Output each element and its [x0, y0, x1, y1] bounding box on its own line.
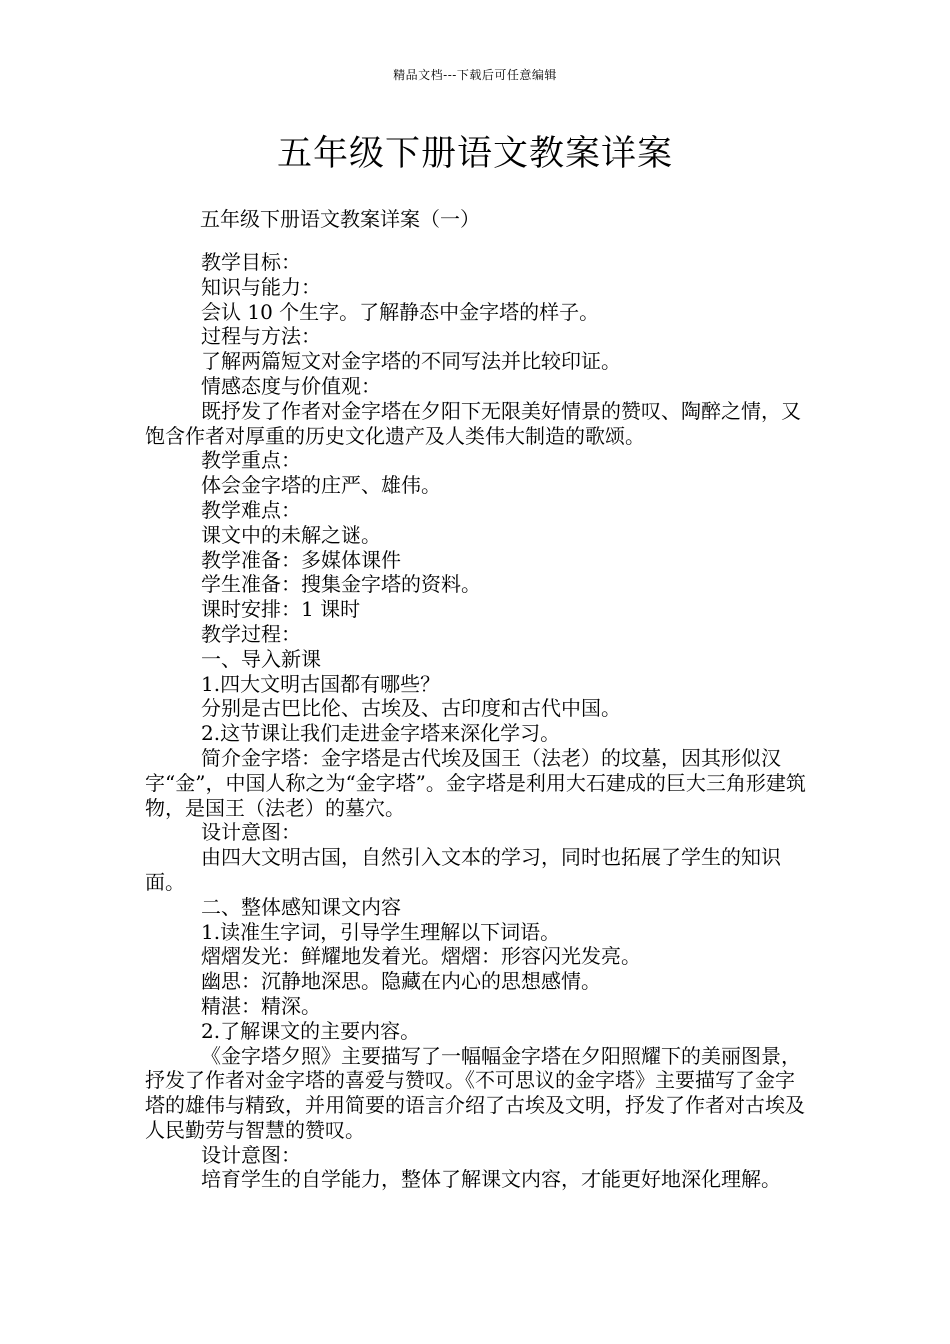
paragraph: 培育学生的自学能力，整体了解课文内容，才能更好地深化理解。: [201, 1167, 781, 1192]
paragraph: 既抒发了作者对金字塔在夕阳下无限美好情景的赞叹、陶醉之情，又饱含作者对厚重的历史文化遗产及人类伟大制造的歌颂。: [145, 398, 801, 448]
paragraph: 1.读准生字词，引导学生理解以下词语。: [201, 919, 561, 944]
paragraph: 教学重点：: [201, 448, 301, 473]
paragraph: 2.这节课让我们走进金字塔来深化学习。: [201, 721, 561, 746]
paragraph: 幽思：沉静地深思。隐藏在内心的思想感情。: [201, 969, 601, 994]
section-subtitle: 五年级下册语文教案详案（一）: [200, 207, 480, 231]
page-header-note: 精品文档---下载后可任意编辑: [393, 68, 557, 82]
paragraph: 学生准备：搜集金字塔的资料。: [201, 572, 481, 597]
paragraph: 教学难点：: [201, 497, 301, 522]
document-body: [145, 250, 807, 1192]
paragraph: 知识与能力：: [201, 274, 321, 299]
paragraph: 课时安排：1 课时: [201, 597, 361, 622]
paragraph: 1.四大文明古国都有哪些？: [201, 671, 441, 696]
paragraph: 《金字塔夕照》主要描写了一幅幅金字塔在夕阳照耀下的美丽图景，抒发了作者对金字塔的喜爱与赞叹。《不可思议的金字塔》主要描写了金字塔的雄伟与精致，并用简要的语言介绍了古埃及文明，抒发了作者对古埃及人民勤劳与智慧的赞叹。: [145, 1043, 805, 1142]
paragraph: 由四大文明古国，自然引入文本的学习，同时也拓展了学生的知识面。: [145, 845, 781, 894]
paragraph: 设计意图：: [201, 1142, 301, 1167]
paragraph: 2.了解课文的主要内容。: [201, 1018, 421, 1043]
paragraph: 简介金字塔：金字塔是古代埃及国王（法老）的坟墓，因其形似汉字“金”，中国人称之为“金字塔”。金字塔是利用大石建成的巨大三角形建筑物，是国王（法老）的墓穴。: [145, 745, 806, 820]
paragraph: 体会金字塔的庄严、雄伟。: [201, 473, 441, 498]
paragraph: 熠熠发光：鲜耀地发着光。熠熠：形容闪光发亮。: [201, 944, 641, 969]
paragraph: 教学准备：多媒体课件: [201, 547, 401, 572]
paragraph: 设计意图：: [201, 820, 301, 845]
paragraph: 了解两篇短文对金字塔的不同写法并比较印证。: [201, 349, 621, 374]
paragraph: 分别是古巴比伦、古埃及、古印度和古代中国。: [201, 696, 621, 721]
paragraph: 课文中的未解之谜。: [201, 522, 381, 547]
paragraph: 过程与方法：: [201, 324, 321, 349]
paragraph: 教学过程：: [201, 621, 301, 646]
paragraph: 教学目标：: [201, 250, 301, 274]
paragraph: 情感态度与价值观：: [201, 373, 381, 398]
paragraph: 会认 10 个生字。了解静态中金字塔的样子。: [201, 299, 600, 324]
paragraph: 精湛：精深。: [201, 993, 321, 1018]
paragraph: 二、整体感知课文内容: [201, 894, 401, 919]
document-title: 五年级下册语文教案详案: [276, 134, 673, 174]
paragraph: 一、导入新课: [201, 646, 321, 671]
